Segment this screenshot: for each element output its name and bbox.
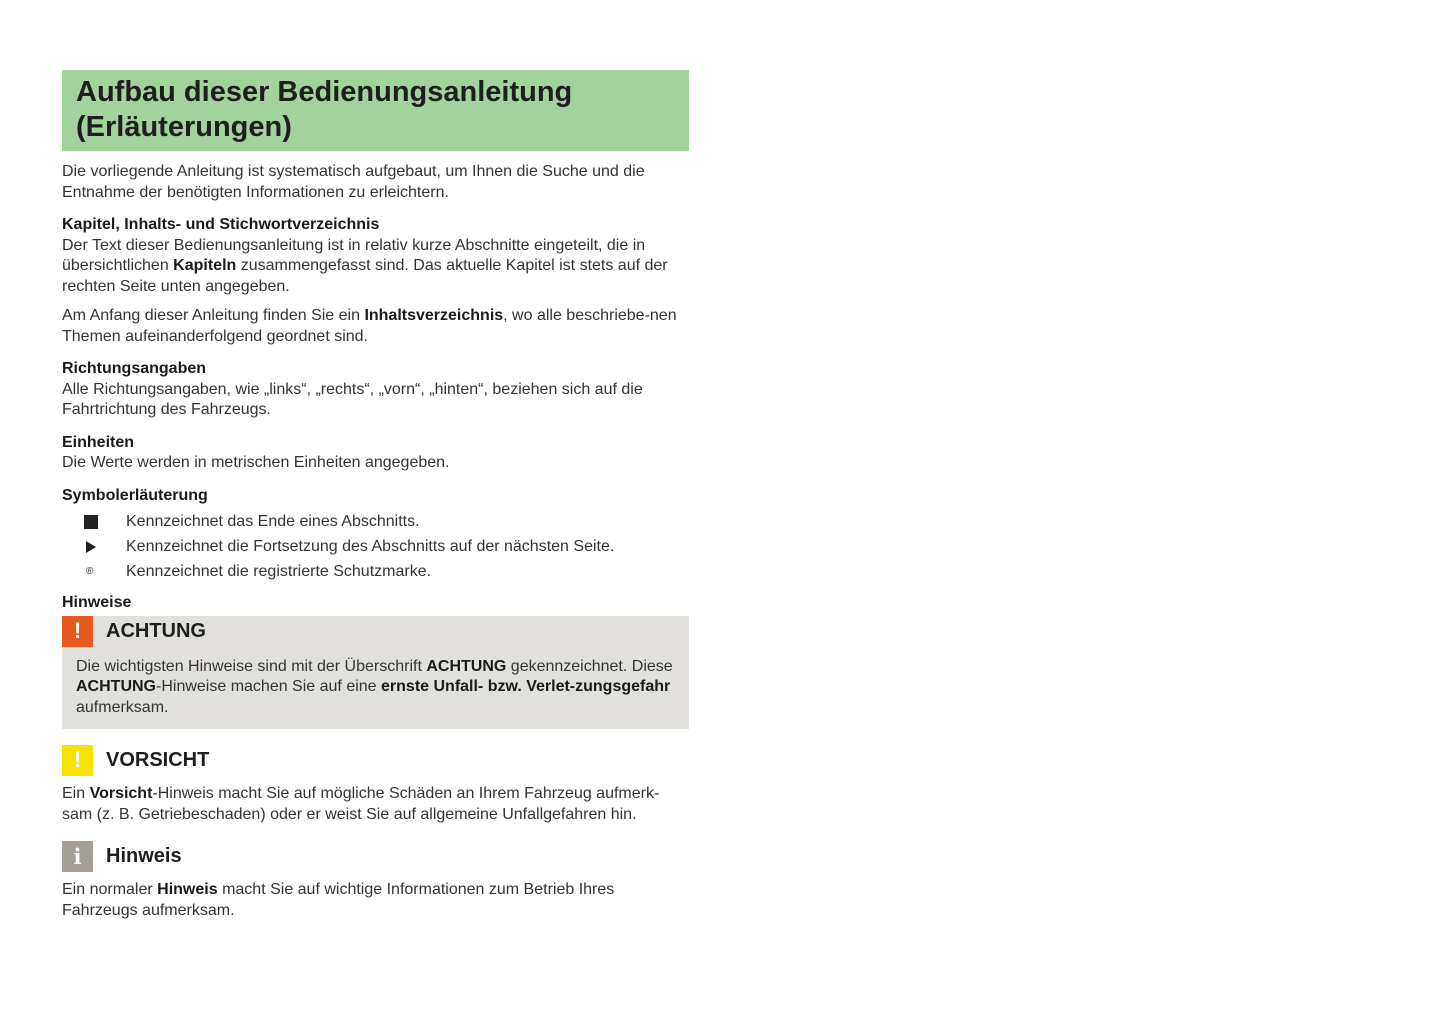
continue-triangle-icon — [86, 541, 96, 553]
vorsicht-text — [62, 784, 689, 825]
chapter-paragraph-1 — [62, 236, 689, 298]
text-run: Der Text dieser Bedienungsanleitung ist in relativ kurze Abschnitte eingeteilt, die in übersichtlichen — [62, 236, 646, 274]
hinweis-block — [62, 840, 689, 921]
directions-heading: Richtungsangaben — [62, 360, 207, 377]
hinweis-title: Hinweis — [106, 844, 182, 867]
symbol-description: Kennzeichnet das Ende eines Abschnitts. — [126, 512, 420, 530]
manual-column — [62, 70, 689, 921]
chapter-paragraph-2 — [62, 306, 689, 347]
hinweis-text — [62, 880, 689, 921]
text-run: -Hinweise machen Sie auf eine — [156, 678, 382, 695]
text-run: Die wichtigsten Hinweise sind mit der Überschrift — [76, 657, 427, 675]
page-title: Aufbau dieser Bedienungsanleitung (Erläuterungen) — [76, 76, 573, 143]
symbols-list — [62, 509, 689, 584]
chapter-heading: Kapitel, Inhalts- und Stichwortverzeichnis — [62, 216, 380, 233]
text-run: Am Anfang dieser Anleitung finden Sie ein — [62, 307, 365, 324]
achtung-text — [62, 657, 675, 719]
units-paragraph: Die Werte werden in metrischen Einheiten angegeben. — [62, 454, 450, 471]
bold-term: Inhaltsverzeichnis — [364, 307, 504, 324]
bold-term: Hinweis — [157, 881, 218, 898]
intro-paragraph: Die vorliegende Anleitung ist systematisch aufgebaut, um Ihnen die Suche und die Entnahme der benötigten Informationen zu erleichtern. — [62, 163, 645, 201]
list-item — [62, 534, 689, 559]
text-run: Ein normaler — [62, 881, 158, 898]
bold-term: Vorsicht — [89, 785, 153, 802]
list-item — [62, 509, 689, 534]
vorsicht-title: VORSICHT — [106, 748, 210, 771]
directions-paragraph: Alle Richtungsangaben, wie „links“, „rechts“, „vorn“, „hinten“, beziehen sich auf die Fahrtrichtung des Fahrzeugs. — [62, 380, 643, 418]
text-run: -Hinweis macht Sie auf mögliche Schäden an Ihrem Fahrzeug aufmerk-sam (z. B. Getriebeschaden) oder er weist Sie auf allgemeine Unfallgefahren hin. — [62, 785, 660, 823]
units-heading: Einheiten — [62, 433, 135, 451]
caution-exclamation-icon: ! — [62, 745, 93, 776]
text-run: zusammengefasst sind. Das aktuelle Kapitel ist stets auf der rechten Seite unten angegeben. — [62, 257, 668, 295]
symbol-description: Kennzeichnet die registrierte Schutzmarke. — [126, 562, 432, 580]
notes-heading: Hinweise — [62, 594, 132, 611]
symbol-description: Kennzeichnet die Fortsetzung des Abschnitts auf der nächsten Seite. — [126, 537, 615, 555]
text-run: gekennzeichnet. Diese — [506, 657, 673, 675]
bold-term: Kapiteln — [173, 257, 237, 274]
achtung-box — [62, 616, 689, 730]
info-icon: i — [62, 841, 93, 872]
bold-term: ACHTUNG — [76, 678, 156, 695]
registered-mark-icon: ® — [86, 566, 94, 577]
end-square-icon — [84, 515, 98, 529]
text-run: Ein — [62, 785, 90, 802]
warning-exclamation-icon: ! — [62, 616, 93, 647]
bold-term: ernste Unfall- bzw. Verlet-zungsgefahr — [381, 678, 671, 695]
text-run: , wo alle beschriebe-nen Themen aufeinanderfolgend geordnet sind. — [62, 307, 677, 345]
achtung-title: ACHTUNG — [106, 619, 206, 642]
section-title-box — [62, 70, 689, 151]
text-run: aufmerksam. — [76, 698, 169, 716]
symbols-heading: Symbolerläuterung — [62, 486, 208, 504]
text-run: macht Sie auf wichtige Informationen zum Betrieb Ihres Fahrzeugs aufmerksam. — [62, 881, 615, 919]
list-item — [62, 559, 689, 584]
bold-term: ACHTUNG — [426, 657, 507, 675]
vorsicht-block — [62, 744, 689, 825]
